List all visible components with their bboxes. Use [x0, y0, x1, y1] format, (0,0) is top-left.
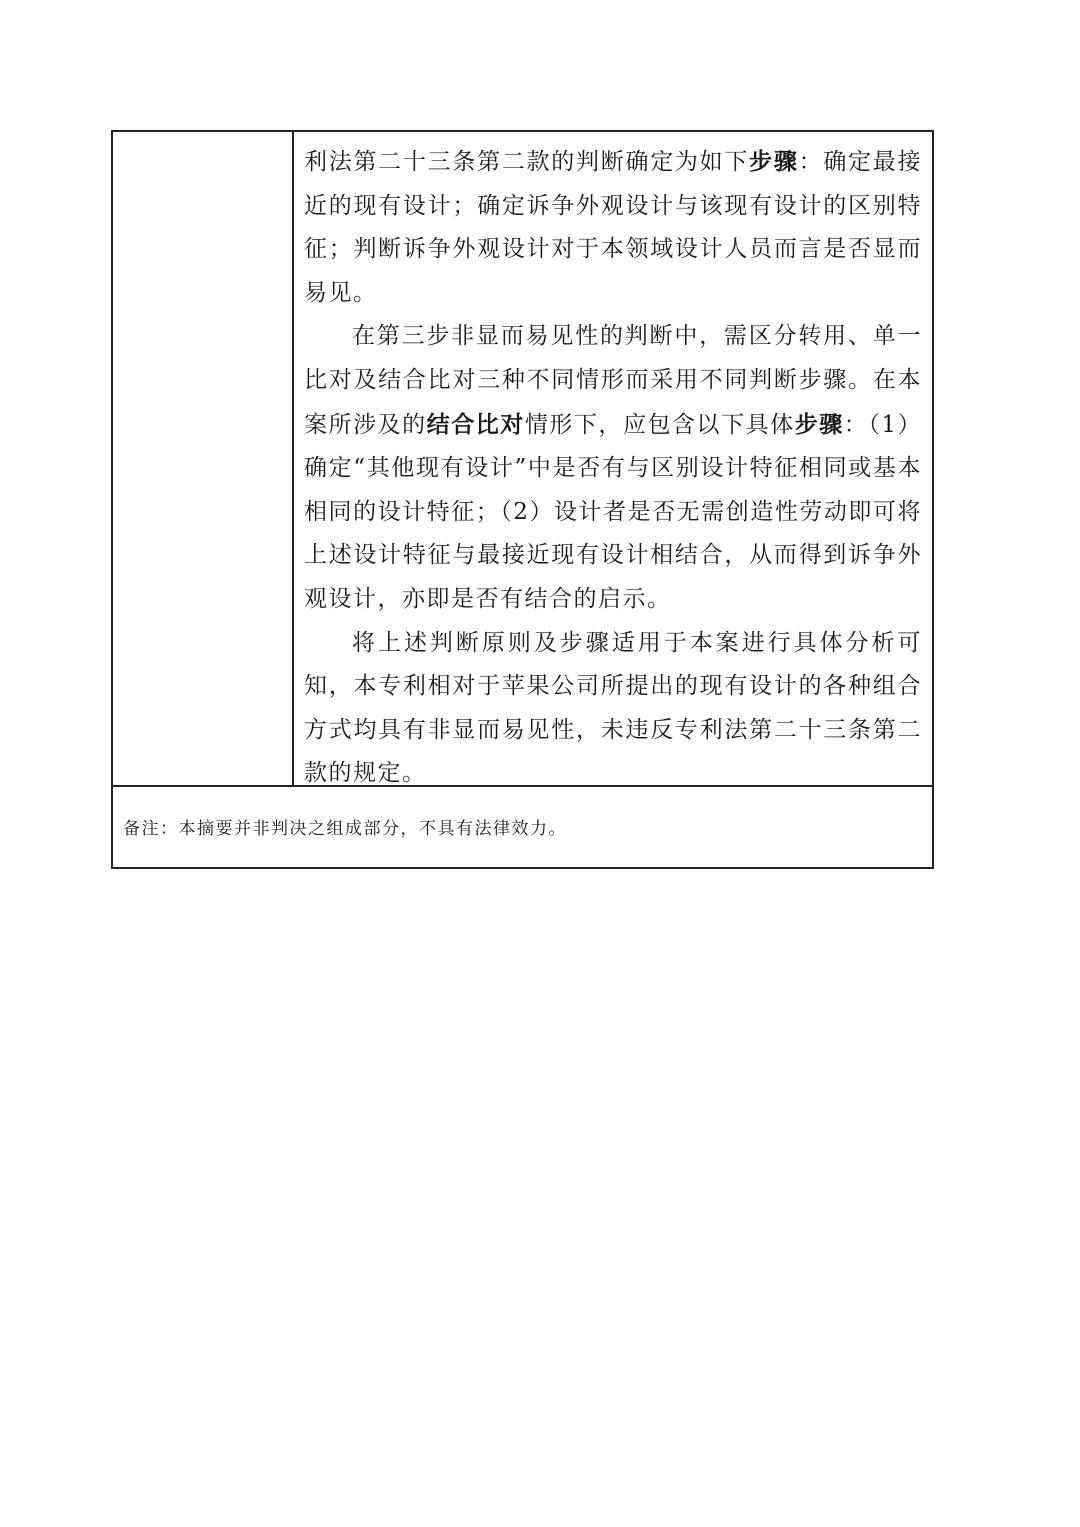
summary-table — [111, 130, 934, 869]
paragraph-combination-comparison: 在第三步非显而易见性的判断中，需区分转用、单一比对及结合比对三种不同情形而采用不同判断步骤。在本案所涉及的结合比对情形下，应包含以下具体步骤：（1）确定“其他现有设计”中是否有与区别设计特征相同或基本相同的设计特征；（2）设计者是否无需创造性劳动即可将上述设计特征与最接近现有设计相结合，从而得到诉争外观设计，亦即是否有结合的启示。 — [304, 323, 923, 612]
paragraph-conclusion: 将上述判断原则及步骤适用于本案进行具体分析可知，本专利相对于苹果公司所提出的现有设计的各种组合方式均具有非显而易见性，未违反专利法第二十三条第二款的规定。 — [304, 629, 922, 787]
content-cell — [294, 132, 932, 785]
paragraph-steps-overview: 利法第二十三条第二款的判断确定为如下步骤：确定最接近的现有设计；确定诉争外观设计与该现有设计的区别特征；判断诉争外观设计对于本领域设计人员而言是否显而易见。 — [304, 148, 923, 306]
label-cell — [113, 132, 294, 785]
content-row — [113, 132, 932, 787]
bold-combination-comparison: 结合比对 — [426, 410, 525, 438]
note-row: 备注：本摘要并非判决之组成部分，不具有法律效力。 — [123, 819, 567, 839]
bold-steps: 步骤 — [749, 148, 799, 175]
bold-steps-2: 步骤 — [794, 410, 844, 438]
